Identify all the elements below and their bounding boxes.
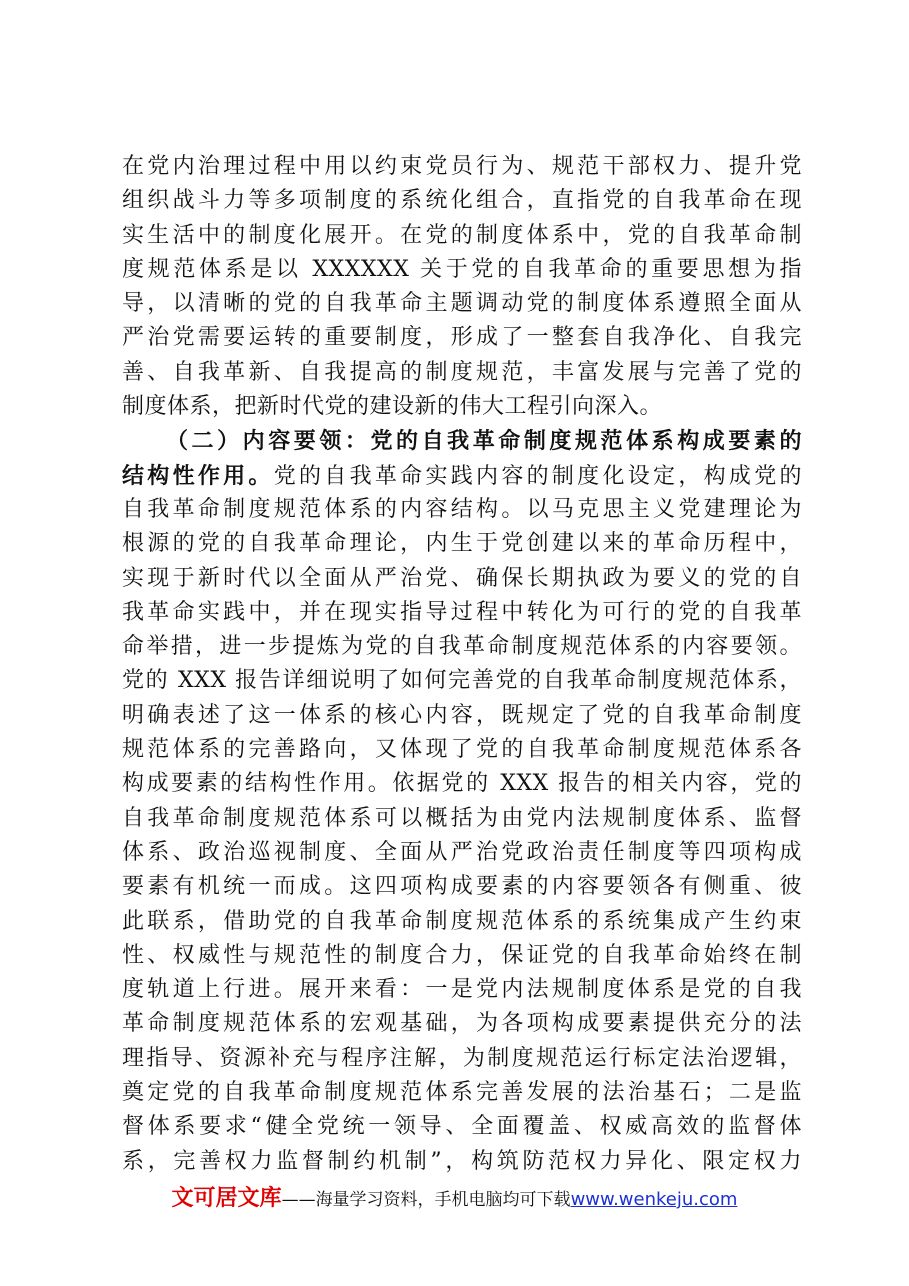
text-line: 督体系要求“健全党统一领导、全面覆盖、权威高效的监督体 — [122, 1114, 802, 1140]
text-line: 严治党需要运转的重要制度，形成了一整套自我净化、自我完 — [122, 325, 802, 351]
paragraph-1 — [122, 150, 802, 424]
footer-slogan: ——海量学习资料，手机电脑均可下载 — [281, 1190, 571, 1210]
text-line: 要素有机统一而成。这四项构成要素的内容要领各有侧重、彼 — [122, 874, 802, 900]
text-line: 组织战斗力等多项制度的系统化组合，直指党的自我革命在现 — [122, 188, 802, 214]
section-heading-end: 结构性作用。 — [122, 462, 274, 489]
text-line: 命举措，进一步提炼为党的自我革命制度规范体系的内容要领。 — [122, 634, 802, 660]
text-line: 奠定党的自我革命制度规范体系完善发展的法治基石；二是监 — [122, 1080, 802, 1106]
text-line: 理指导、资源补充与程序注解，为制度规范运行标定法治逻辑， — [122, 1045, 802, 1071]
text-line: 此联系，借助党的自我革命制度规范体系的系统集成产生约束 — [122, 908, 802, 934]
text-line: 根源的党的自我革命理论，内生于党创建以来的革命历程中， — [122, 531, 802, 557]
text-line: 我革命实践中，并在现实指导过程中转化为可行的党的自我革 — [122, 599, 802, 625]
text-line: 实生活中的制度化展开。在党的制度体系中，党的自我革命制 — [122, 222, 802, 248]
document-body — [122, 150, 802, 1179]
brand-name: 文可居文库 — [171, 1186, 282, 1211]
text-line: 系，完善权力监督制约机制”，构筑防范权力异化、限定权力 — [122, 1148, 802, 1174]
text-line: 构成要素的结构性作用。依据党的 XXX 报告的相关内容，党的 — [122, 771, 802, 797]
text-run: 党的自我革命实践内容的制度化设定，构成党的 — [273, 463, 802, 489]
text-line: 度轨道上行进。展开来看：一是党内法规制度体系是党的自我 — [122, 977, 802, 1003]
text-line: 规范体系的完善路向，又体现了党的自我革命制度规范体系各 — [122, 737, 802, 763]
paragraph-2 — [122, 424, 802, 1179]
text-line: 党的 XXX 报告详细说明了如何完善党的自我革命制度规范体系， — [122, 668, 802, 694]
website-link[interactable]: www.wenkeju.com — [570, 1189, 738, 1210]
text-line: 导，以清晰的党的自我革命主题调动党的制度体系遵照全面从 — [122, 291, 802, 317]
text-line: 制度体系，把新时代党的建设新的伟大工程引向深入。 — [122, 394, 663, 420]
text-line: 在党内治理过程中用以约束党员行为、规范干部权力、提升党 — [122, 154, 802, 179]
text-line: 自我革命制度规范体系可以概括为由党内法规制度体系、监督 — [122, 805, 802, 831]
text-line: 性、权威性与规范性的制度合力，保证党的自我革命始终在制 — [122, 942, 802, 968]
text-line: 自我革命制度规范体系的内容结构。以马克思主义党建理论为 — [122, 496, 802, 522]
text-line: 革命制度规范体系的宏观基础，为各项构成要素提供充分的法 — [122, 1011, 802, 1037]
text-line: 度规范体系是以 XXXXXX 关于党的自我革命的重要思想为指 — [122, 256, 802, 282]
text-line: 实现于新时代以全面从严治党、确保长期执政为要义的党的自 — [122, 565, 802, 591]
text-line: 善、自我革新、自我提高的制度规范，丰富发展与完善了党的 — [122, 359, 802, 385]
text-line: 明确表述了这一体系的核心内容，既规定了党的自我革命制度 — [122, 702, 802, 728]
section-heading: （二）内容要领：党的自我革命制度规范体系构成要素的 — [166, 428, 802, 455]
footer-banner — [0, 1181, 909, 1212]
text-line: 体系、政治巡视制度、全面从严治党政治责任制度等四项构成 — [122, 839, 802, 865]
text-line — [122, 459, 802, 493]
